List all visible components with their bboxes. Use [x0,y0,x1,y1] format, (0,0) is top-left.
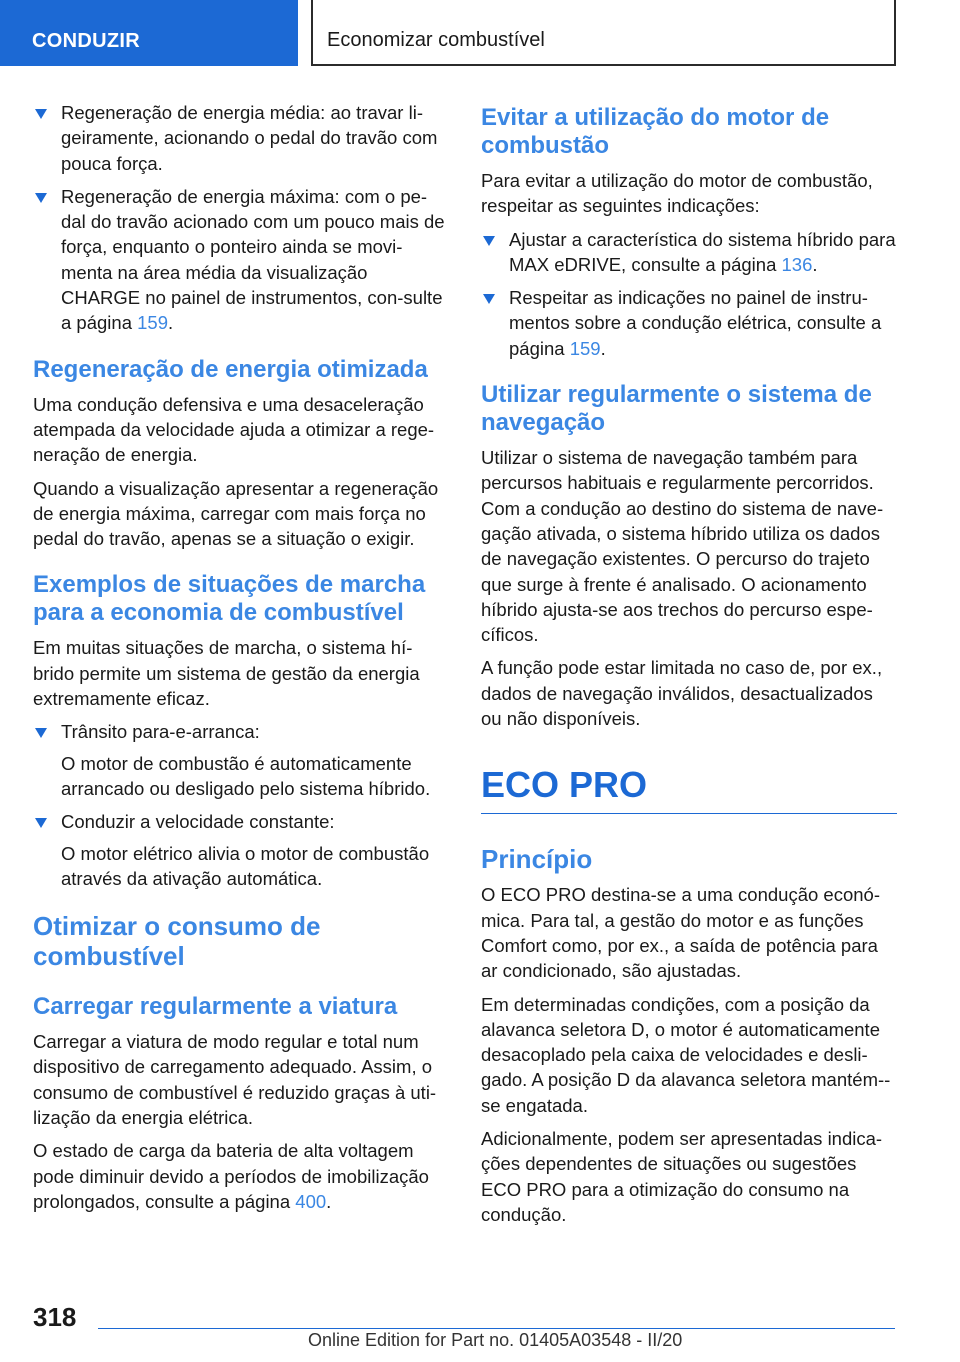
chapter-heading-eco-pro: ECO PRO [481,763,897,814]
section-heading-avoid: Evitar a utilização do motor de combustão [481,104,830,159]
page-link-159[interactable]: 159 [569,337,601,359]
section-heading-regen: Regeneração de energia otimizada [33,355,428,383]
paragraph: Quando a visualização apresentar a regeneração de energia máxima, carregar com mais força no pedal do travão, apenas se a situação o exigir. [33,477,439,550]
paragraph: Adicionalmente, podem ser apresentadas indica-ções dependentes de situações ou sugestões ECO PRO para a otimização do consumo na condução. [481,1128,883,1225]
paragraph: Carregar a viatura de modo regular e total num dispositivo de carregamento adequado. Assim, o consumo de combustível é reduzido graças à uti-lização da energia elétrica. [33,1031,437,1129]
page-link-159[interactable]: 159 [137,312,168,334]
list-item-label: Conduzir a velocidade constante: [61,811,335,833]
list-item-text: Ajustar a característica do sistema híbrido para MAX eDRIVE, consulte a página 136. [509,228,896,275]
right-column [481,100,897,1235]
list-item-text: Respeitar as indicações no painel de instru-mentos sobre a condução elétrica, consulte a página 159. [509,287,882,359]
list-item-label: Trânsito para-e-arranca: [61,721,260,743]
footer-divider [98,1328,895,1329]
list-item-detail: O motor elétrico alivia o motor de combustão através da ativação automática. [61,842,430,889]
triangle-bullet-icon [483,236,495,246]
triangle-bullet-icon [35,818,47,828]
section-heading-principle: Princípio [481,844,593,875]
section-heading-charge: Carregar regularmente a viatura [33,993,398,1021]
list-item-text: Regeneração de energia média: ao travar li-geiramente, acionando o pedal do travão com pouca força. [61,102,438,174]
list-item-text: Regeneração de energia máxima: com o pe-dal do travão acionado com um pouco mais de força, enquanto o ponteiro ainda se movi-menta na área média da visualização CHARGE no painel de instrumentos, con-sulte a página 159. [61,185,445,334]
footer-edition: Online Edition for Part no. 01405A03548 - II/20 [308,1330,683,1350]
page-link-400[interactable]: 400 [295,1190,327,1212]
paragraph: Utilizar o sistema de navegação também para percursos habituais e regularmente percorridos. Com a condução ao destino do sistema de nave-gação ativada, o sistema híbrido utiliza os dados de navegação existentes. O percurso do trajeto que surge à frente é analisado. O acionamento híbrido ajusta-se aos trechos do percurso espe-cíficos. [481,447,884,646]
page-number: 318 [33,1302,77,1332]
list-item [481,285,897,361]
page-link-136[interactable]: 136 [781,253,813,275]
list-item-detail: O motor de combustão é automaticamente arrancado ou desligado pelo sistema híbrido. [61,752,431,799]
triangle-bullet-icon [35,193,47,203]
paragraph: Em muitas situações de marcha, o sistema hí-brido permite um sistema de gestão da energia extremamente eficaz. [33,637,420,710]
section-heading-optimize: Otimizar o consumo de combustível [33,911,321,972]
header-title-box [311,0,896,66]
triangle-bullet-icon [483,294,495,304]
section-heading-navigation: Utilizar regularmente o sistema de navegação [481,381,872,437]
list-item [33,100,449,176]
paragraph: O ECO PRO destina-se a uma condução econó-mica. Para tal, a gestão do motor e as funções Comfort como, por ex., a saída de potência para ar condicionado, são ajustadas. [481,884,880,982]
list-item [33,719,449,801]
paragraph: Uma condução defensiva e uma desaceleração atempada da velocidade ajuda a otimizar a rege-neração de energia. [33,393,435,466]
section-label: CONDUZIR [32,30,140,52]
left-column [33,100,449,1222]
paragraph: Em determinadas condições, com a posição da alavanca seletora D, o motor é automaticamente desacoplado pela caixa de velocidades e desli-gado. A posição D da alavanca seletora mantém--se engatada. [481,993,891,1116]
paragraph: A função pode estar limitada no caso de, por ex., dados de navegação inválidos, desactualizados ou não disponíveis. [481,657,883,730]
triangle-bullet-icon [35,728,47,738]
chapter-title: Economizar combustível [327,29,545,51]
section-heading-examples: Exemplos de situações de marcha para a economia de combustível [33,571,426,627]
page-header [0,0,960,66]
section-tab [0,0,298,66]
triangle-bullet-icon [35,109,47,119]
paragraph: O estado de carga da bateria de alta voltagem pode diminuir devido a períodos de imobilização prolongados, consulte a página 400. [33,1140,429,1212]
list-item [481,227,897,278]
paragraph: Para evitar a utilização do motor de combustão, respeitar as seguintes indicações: [481,170,873,217]
list-item [33,184,449,336]
list-item [33,809,449,891]
